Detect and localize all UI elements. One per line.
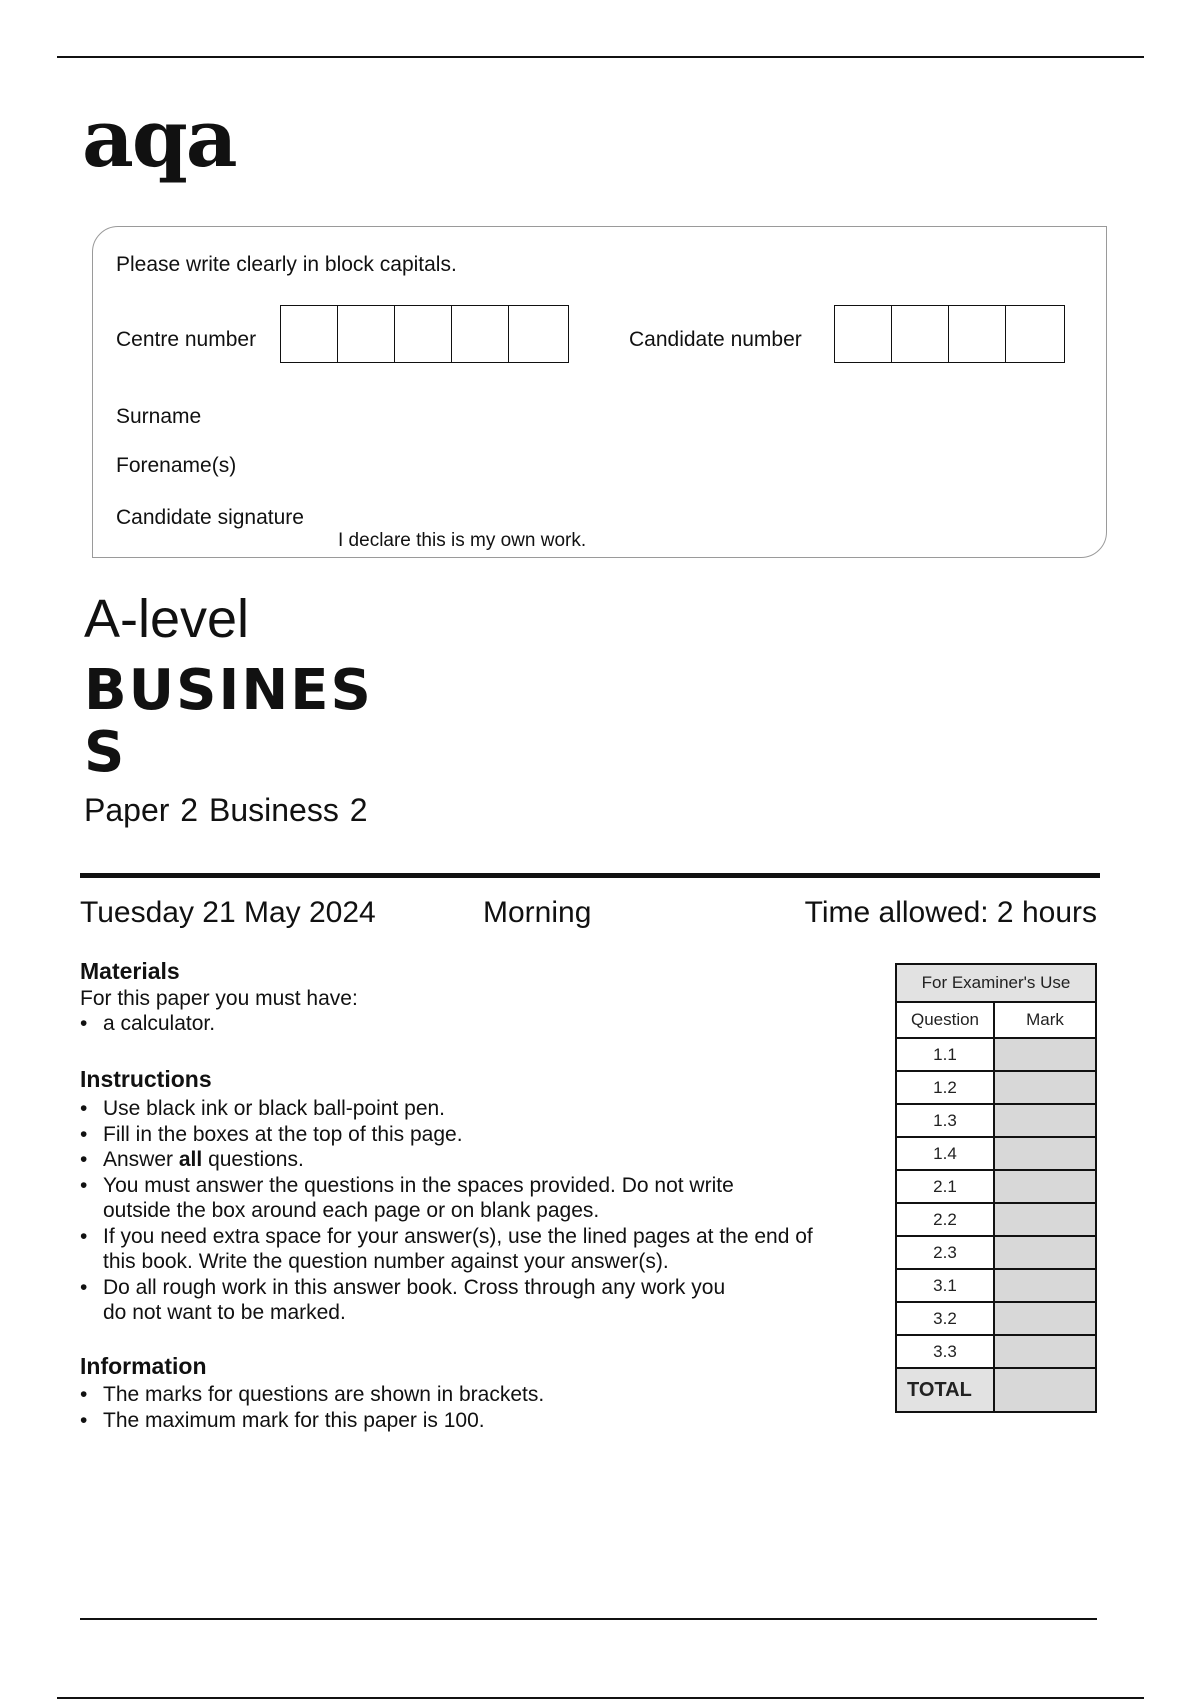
materials-intro: For this paper you must have: [80,987,358,1010]
list-item: • Use black ink or black ball-point pen. [80,1096,813,1122]
examiner-table-title: For Examiner's Use [896,964,1096,1002]
question-number: 2.3 [896,1236,994,1269]
question-column-header: Question [896,1002,994,1038]
question-number: 1.2 [896,1071,994,1104]
instructions-list [80,1096,813,1326]
centre-number-digit-box[interactable] [452,306,509,362]
candidate-signature-label: Candidate signature [116,506,304,529]
mark-cell[interactable] [994,1302,1096,1335]
candidate-number-label: Candidate number [629,328,802,351]
total-label: TOTAL [896,1368,994,1412]
time-allowed: Time allowed: 2 hours [804,896,1097,929]
mark-cell[interactable] [994,1236,1096,1269]
list-item [80,1224,813,1275]
examiner-use-table [895,963,1097,1413]
question-number: 3.2 [896,1302,994,1335]
list-item-line: Do all rough work in this answer book. Cross through any work you [103,1275,726,1299]
list-item-line: outside the box around each page or on blank pages. [103,1199,600,1222]
centre-number-boxes[interactable] [280,305,569,363]
block-capitals-instruction: Please write clearly in block capitals. [116,253,457,276]
materials-heading: Materials [80,958,180,984]
question-number: 1.1 [896,1038,994,1071]
surname-label: Surname [116,405,202,428]
candidate-number-digit-box[interactable] [892,306,949,362]
mark-cell[interactable] [994,1170,1096,1203]
list-item [80,1173,813,1224]
declaration-text: I declare this is my own work. [338,530,587,551]
paper-title: Paper 2 Business 2 [84,792,368,828]
instructions-heading: Instructions [80,1066,212,1092]
top-rule [57,56,1144,58]
information-heading: Information [80,1353,207,1379]
information-list [80,1382,544,1433]
candidate-number-boxes[interactable] [834,305,1065,363]
question-number: 2.2 [896,1203,994,1236]
centre-number-digit-box[interactable] [338,306,395,362]
list-item [80,1147,813,1173]
mark-cell[interactable] [994,1137,1096,1170]
list-item: • The marks for questions are shown in brackets. [80,1382,544,1408]
bottom-rule-inner [80,1618,1097,1620]
list-item: • Fill in the boxes at the top of this page. [80,1122,813,1148]
question-number: 3.3 [896,1335,994,1368]
total-mark-cell[interactable] [994,1368,1096,1412]
list-item-line: do not want to be marked. [103,1301,346,1324]
aqa-logo: aqa [82,91,236,185]
materials-list [80,1011,215,1037]
mark-cell[interactable] [994,1335,1096,1368]
qualification-level: A-level [84,589,250,649]
bottom-rule [57,1697,1144,1699]
mark-cell[interactable] [994,1038,1096,1071]
mark-cell[interactable] [994,1071,1096,1104]
forenames-label: Forename(s) [116,454,237,477]
question-number: 3.1 [896,1269,994,1302]
centre-number-digit-box[interactable] [281,306,338,362]
exam-session: Morning [483,896,592,929]
list-item [80,1275,813,1326]
centre-number-label: Centre number [116,328,257,351]
list-item-line: You must answer the questions in the spaces provided. Do not write [103,1173,734,1197]
subject-title: BUSINESS [84,658,373,785]
mark-column-header: Mark [994,1002,1096,1038]
list-item-line: this book. Write the question number against your answer(s). [103,1250,669,1273]
list-item: • a calculator. [80,1011,215,1037]
candidate-number-digit-box[interactable] [1006,306,1063,362]
mark-cell[interactable] [994,1203,1096,1236]
list-item-line: If you need extra space for your answer(s), use the lined pages at the end of [103,1224,813,1248]
list-item: • The maximum mark for this paper is 100. [80,1408,544,1434]
title-divider [80,873,1100,878]
candidate-number-digit-box[interactable] [835,306,892,362]
answer-prefix: Answer [103,1148,174,1171]
mark-cell[interactable] [994,1104,1096,1137]
centre-number-digit-box[interactable] [395,306,452,362]
candidate-number-digit-box[interactable] [949,306,1006,362]
answer-suffix: questions. [208,1148,304,1171]
centre-number-digit-box[interactable] [509,306,566,362]
question-number: 2.1 [896,1170,994,1203]
mark-cell[interactable] [994,1269,1096,1302]
answer-all-emphasis: all [178,1148,203,1171]
question-number: 1.4 [896,1137,994,1170]
exam-date: Tuesday 21 May 2024 [80,896,376,929]
question-number: 1.3 [896,1104,994,1137]
